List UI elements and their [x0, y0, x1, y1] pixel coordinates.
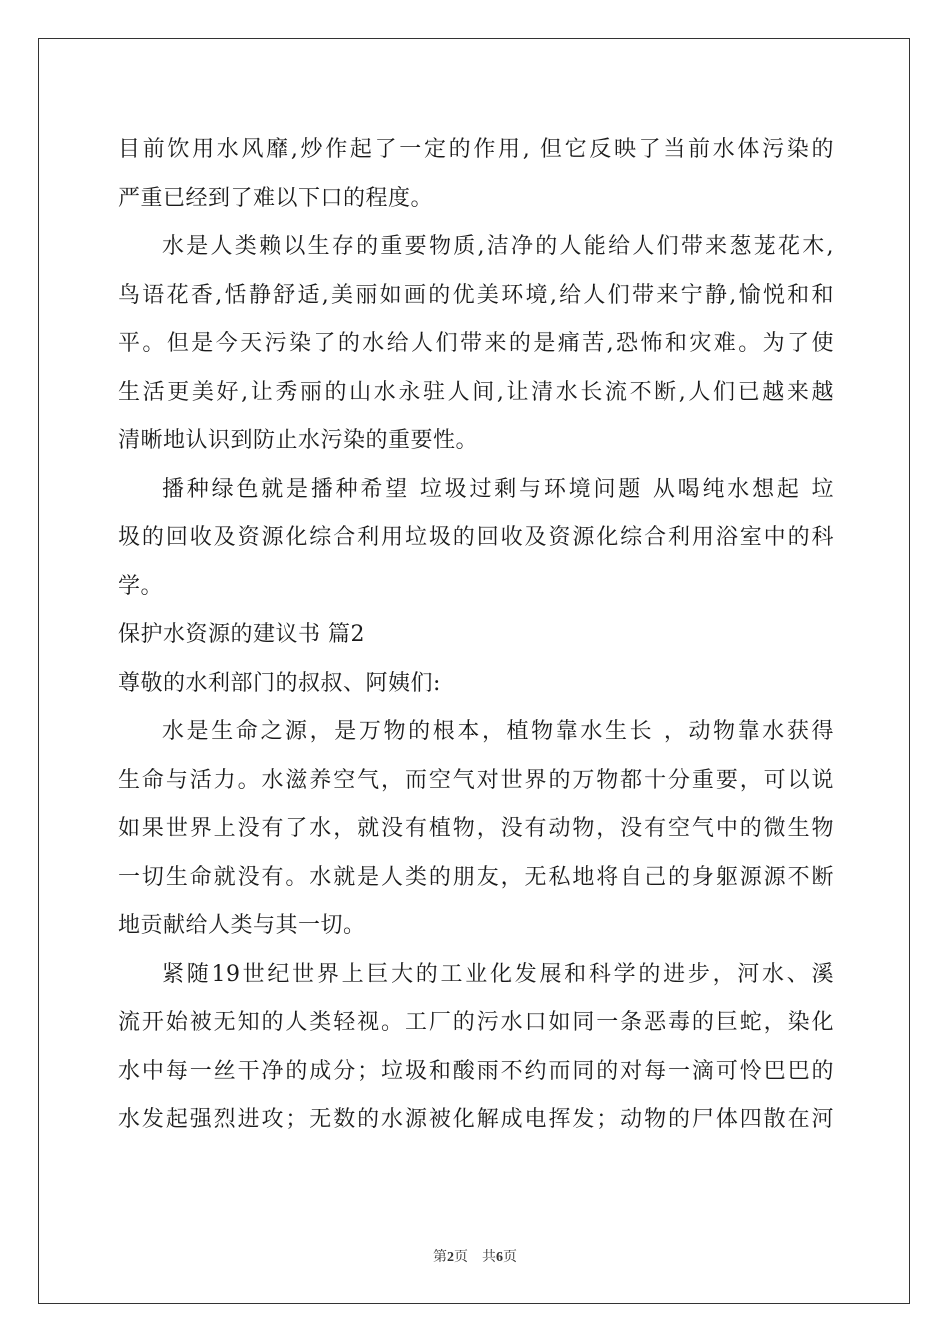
- text-line-5: 平。但是今天污染了的水给人们带来的是痛苦,恐怖和灾难。为了使: [118, 331, 834, 356]
- text-line-16: 一切生命就没有。水就是人类的朋友，无私地将自己的身躯源源不断: [118, 864, 834, 890]
- text-line-7: 清晰地认识到防止水污染的重要性。: [118, 428, 479, 453]
- text-line-3: 水是人类赖以生存的重要物质,洁净的人能给人们带来葱茏花木,: [162, 234, 834, 259]
- text-line-4: 鸟语花香,恬静舒适,美丽如画的优美环境,给人们带来宁静,愉悦和和: [118, 282, 834, 308]
- text-line-20: 水中每一丝干净的成分；垃圾和酸雨不约而同的对每一滴可怜巴巴的: [118, 1058, 834, 1084]
- text-line-21: 水发起强烈进攻；无数的水源被化解成电挥发；动物的尸体四散在河: [118, 1107, 834, 1132]
- total-page-number: 6: [496, 1250, 503, 1265]
- page-suffix: 页: [503, 1250, 517, 1265]
- text-line-9: 圾的回收及资源化综合利用垃圾的回收及资源化综合利用浴室中的科: [118, 525, 834, 550]
- text-line-2: 严重已经到了难以下口的程度。: [118, 185, 434, 211]
- text-line-18: 紧随19世纪世界上巨大的工业化发展和科学的进步，河水、溪: [162, 961, 834, 987]
- text-line-19: 流开始被无知的人类轻视。工厂的污水口如同一条恶毒的巨蛇，染化: [118, 1010, 834, 1035]
- text-line-10: 学。: [118, 573, 164, 599]
- text-line-8: 播种绿色就是播种希望 垃圾过剩与环境问题 从喝纯水想起 垃: [162, 476, 834, 502]
- text-line-1: 目前饮用水风靡,炒作起了一定的作用, 但它反映了当前水体污染的: [118, 137, 834, 162]
- document-body: [118, 126, 834, 1145]
- text-line-15: 如果世界上没有了水，就没有植物，没有动物，没有空气中的微生物: [118, 816, 834, 841]
- page-footer: [0, 1246, 950, 1266]
- text-line-14: 生命与活力。水滋养空气，而空气对世界的万物都十分重要，可以说: [118, 767, 834, 793]
- section-heading: 保护水资源的建议书 篇2: [118, 622, 365, 647]
- text-line-13: 水是生命之源，是万物的根本，植物靠水生长 ，动物靠水获得: [162, 719, 834, 744]
- current-page-number: 2: [447, 1250, 454, 1265]
- salutation: 尊敬的水利部门的叔叔、阿姨们:: [118, 670, 441, 696]
- text-line-17: 地贡献给人类与其一切。: [118, 913, 366, 938]
- page-prefix: 第: [433, 1250, 447, 1265]
- text-line-6: 生活更美好,让秀丽的山水永驻人间,让清水长流不断,人们已越来越: [118, 379, 834, 405]
- page-mid: 页 共: [454, 1250, 496, 1265]
